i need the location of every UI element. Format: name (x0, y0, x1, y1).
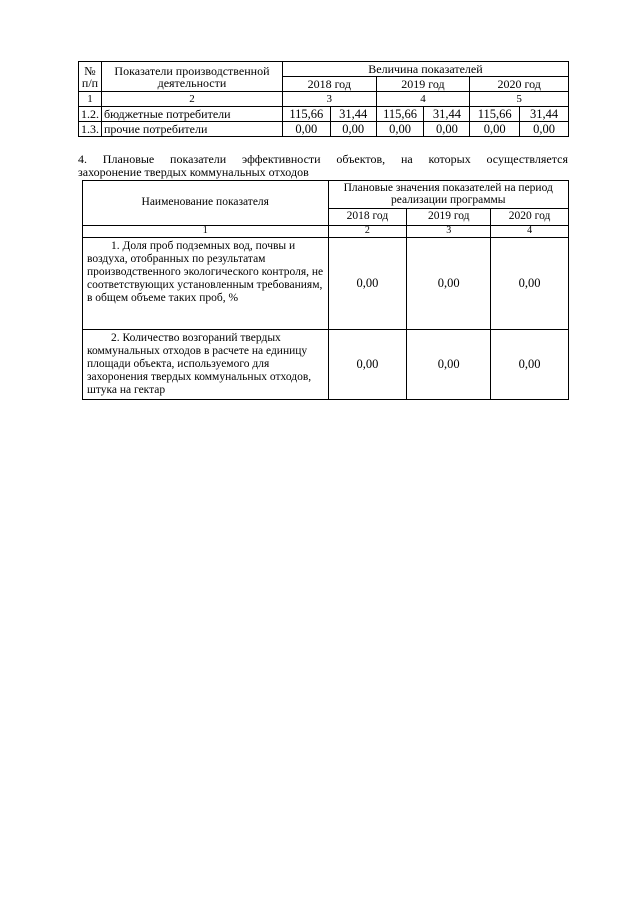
section-4-heading (78, 153, 568, 179)
table-row (79, 107, 569, 122)
indicator-name (83, 237, 329, 329)
value-cell: 0,00 (470, 122, 520, 137)
index-cell: 2 (102, 92, 283, 107)
value-cell: 0,00 (491, 237, 569, 329)
production-indicators-table (78, 61, 569, 137)
header-year: 2019 год (407, 209, 491, 226)
indicator-text: 1. Доля проб подземных вод, почвы и воздуха, отобранных по результатам производственного экологического контроля, не соответствующих установленным требованиям, в общем объеме таких проб, % (87, 239, 324, 304)
value-cell: 115,66 (376, 107, 424, 122)
header-year: 2018 год (328, 209, 407, 226)
header-year: 2019 год (376, 77, 470, 92)
header-plan-values: Плановые значения показателей на период реализации программы (328, 181, 569, 209)
table-row (79, 122, 569, 137)
value-cell: 0,00 (330, 122, 376, 137)
value-cell: 31,44 (330, 107, 376, 122)
index-cell: 1 (83, 225, 329, 237)
index-cell: 2 (328, 225, 407, 237)
value-cell: 115,66 (470, 107, 520, 122)
section-4-line1: 4. Плановые показатели эффективности объектов, на которых осуществляется (78, 152, 568, 166)
value-cell: 31,44 (520, 107, 569, 122)
header-indicator: Показатели производственной деятельности (102, 62, 283, 92)
index-cell: 3 (282, 92, 376, 107)
index-cell: 3 (407, 225, 491, 237)
value-cell: 0,00 (520, 122, 569, 137)
value-cell: 0,00 (491, 329, 569, 399)
value-cell: 0,00 (376, 122, 424, 137)
value-cell: 115,66 (282, 107, 330, 122)
indicator-text: 2. Количество возгораний твердых коммунальных отходов в расчете на единицу площади объекта, используемого для захоронения твердых коммунальных отходов, штука на гектар (87, 331, 312, 396)
index-cell: 5 (470, 92, 569, 107)
row-num: 1.2. (79, 107, 102, 122)
table-row (83, 237, 569, 329)
header-indicator-name: Наименование показателя (83, 181, 329, 226)
header-year: 2020 год (491, 209, 569, 226)
value-cell: 0,00 (407, 237, 491, 329)
section-4-line2: захоронение твердых коммунальных отходов (78, 165, 309, 179)
indicator-name (83, 329, 329, 399)
header-year: 2018 год (282, 77, 376, 92)
value-cell: 0,00 (328, 329, 407, 399)
header-values: Величина показателей (282, 62, 568, 77)
index-cell: 1 (79, 92, 102, 107)
landfill-efficiency-table (82, 180, 569, 400)
value-cell: 0,00 (407, 329, 491, 399)
value-cell: 0,00 (282, 122, 330, 137)
row-name: прочие потребители (102, 122, 283, 137)
value-cell: 31,44 (424, 107, 470, 122)
value-cell: 0,00 (424, 122, 470, 137)
row-num: 1.3. (79, 122, 102, 137)
header-num: № п/п (79, 62, 102, 92)
row-name: бюджетные потребители (102, 107, 283, 122)
index-cell: 4 (376, 92, 470, 107)
header-year: 2020 год (470, 77, 569, 92)
table-row (83, 329, 569, 399)
index-cell: 4 (491, 225, 569, 237)
value-cell: 0,00 (328, 237, 407, 329)
